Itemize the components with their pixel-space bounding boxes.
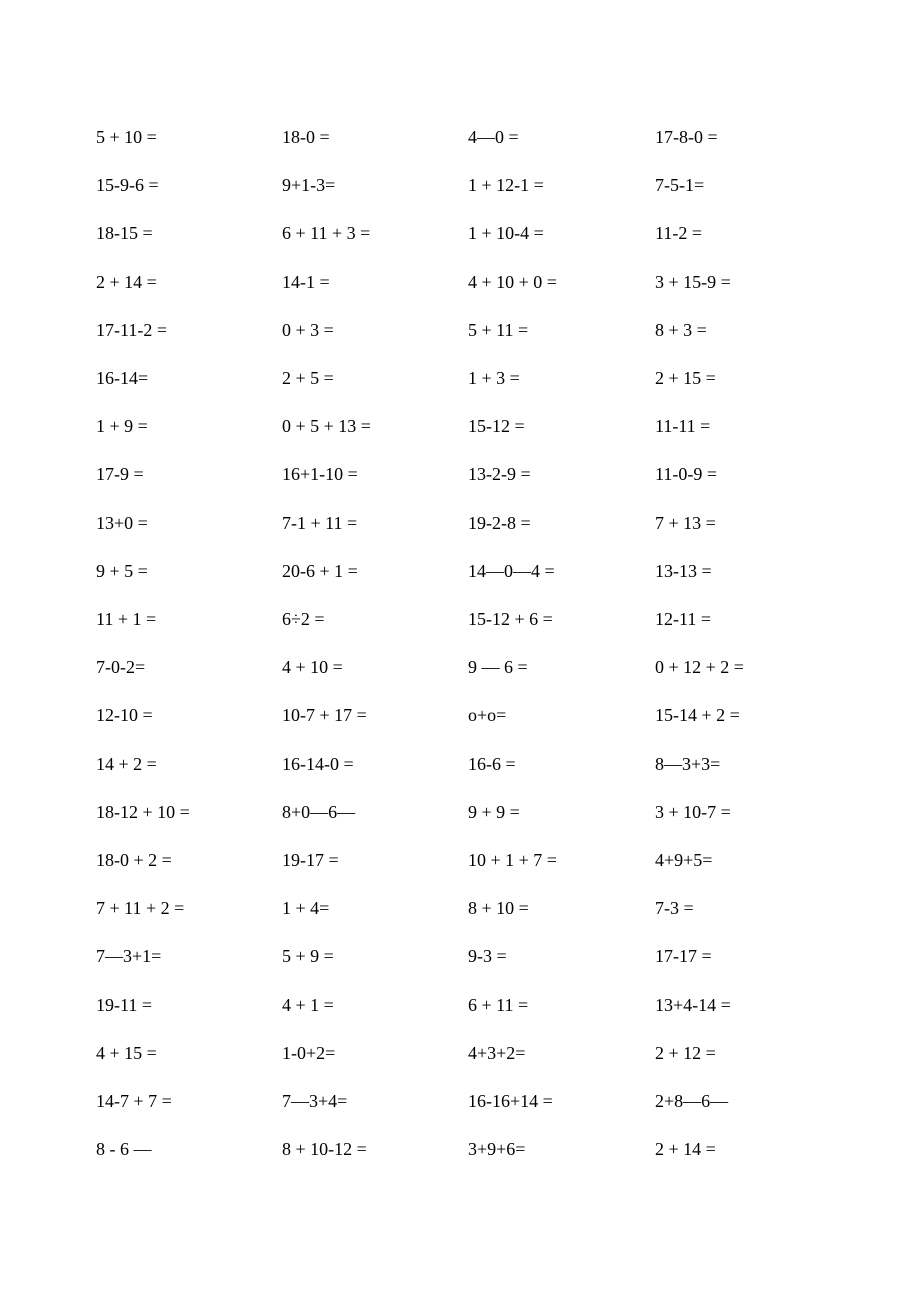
math-problem: 15-12 + 6 = [468,609,553,629]
math-problem: 14 + 2 = [96,753,157,774]
math-problem: 9 + 9 = [468,801,520,822]
math-problem: 9+1-3= [282,175,336,196]
math-problem: 5 + 9 = [282,946,334,967]
math-problem: 15-14 + 2 = [655,705,740,726]
math-problem: 7-5-1= [655,175,705,196]
math-problem: 13-13 = [655,560,712,581]
math-problem: 16-14= [96,368,149,388]
math-problem: 15-12 = [468,416,525,437]
math-problem: 18-12 + 10 = [96,801,190,822]
problem-row [0,1038,920,1068]
math-problem: 0 + 5 + 13 = [282,416,371,437]
math-problem: 11-2 = [655,223,702,244]
math-problem: 2 + 5 = [282,368,334,388]
math-problem: o+o= [468,705,507,726]
math-problem: 13-2-9 = [468,464,531,485]
math-problem: 16-14-0 = [282,753,354,774]
problem-row [0,315,920,345]
problem-row [0,556,920,586]
math-problem: 16+1-10 = [282,464,358,485]
math-problem: 14-7 + 7 = [96,1091,172,1111]
math-problem: 11 + 1 = [96,609,157,629]
math-problem: 2 + 12 = [655,1042,716,1063]
math-problem: 16-6 = [468,753,516,774]
problem-row [0,941,920,971]
problem-row [0,363,920,393]
problem-row [0,1134,920,1164]
problem-row [0,700,920,730]
math-problem: 17-9 = [96,464,144,485]
math-problem: 18-0 = [282,127,330,147]
math-problem: 10-7 + 17 = [282,705,367,726]
problem-row [0,604,920,634]
problem-row [0,267,920,297]
math-problem: 8 + 10-12 = [282,1139,367,1160]
math-problem: 3+9+6= [468,1139,526,1160]
math-problem: 7 + 11 + 2 = [96,898,185,919]
math-problem: 11-0-9 = [655,464,717,485]
problem-row [0,990,920,1020]
math-problem: 15-9-6 = [96,175,159,196]
math-problem: 18-0 + 2 = [96,850,172,870]
math-problem: 7-0-2= [96,657,146,678]
math-problem: 19-11 = [96,994,152,1015]
math-problem: 13+4-14 = [655,994,731,1015]
math-problem: 4 + 15 = [96,1042,157,1063]
math-problem: 0 + 12 + 2 = [655,657,744,678]
math-problem: 4+9+5= [655,850,713,870]
math-problem: 17-11-2 = [96,319,167,340]
math-problem: 5 + 11 = [468,319,529,340]
math-problem: 2 + 14 = [96,271,157,292]
problem-row [0,652,920,682]
math-problem: 1 + 12-1 = [468,175,544,196]
math-problem: 19-17 = [282,850,339,870]
math-problem: 7—3+4= [282,1091,348,1111]
math-problem: 3 + 10-7 = [655,801,731,822]
math-problem: 7-3 = [655,898,694,919]
math-problem: 9 — 6 = [468,657,528,678]
math-problem: 8 - 6 — [96,1139,152,1160]
math-problem: 11-11 = [655,416,711,437]
problem-row [0,749,920,779]
problem-row [0,411,920,441]
problem-row [0,893,920,923]
math-problem: 12-11 = [655,609,711,629]
math-problem: 4 + 10 = [282,657,343,678]
math-problem: 8 + 3 = [655,319,707,340]
problem-row [0,218,920,248]
problem-row [0,459,920,489]
math-problem: 14-1 = [282,271,330,292]
math-problem: 8+0—6— [282,801,356,822]
math-problem: 7—3+1= [96,946,162,967]
math-problem: 0 + 3 = [282,319,334,340]
math-problem: 4—0 = [468,127,519,147]
math-problem: 20-6 + 1 = [282,560,358,581]
math-problem: 9 + 5 = [96,560,148,581]
math-problem: 2 + 15 = [655,368,716,388]
math-problem: 6÷2 = [282,609,325,629]
math-problem: 4 + 1 = [282,994,334,1015]
math-problem: 1 + 10-4 = [468,223,544,244]
math-problem: 7-1 + 11 = [282,512,358,533]
math-problem: 1-0+2= [282,1042,336,1063]
math-problem: 1 + 4= [282,898,330,919]
math-problem: 18-15 = [96,223,153,244]
problem-row [0,797,920,827]
math-problem: 7 + 13 = [655,512,716,533]
math-problem: 4+3+2= [468,1042,526,1063]
math-problem: 19-2-8 = [468,512,531,533]
math-problem: 17-17 = [655,946,712,967]
math-problem: 2 + 14 = [655,1139,716,1160]
math-problem: 3 + 15-9 = [655,271,731,292]
math-problem: 6 + 11 + 3 = [282,223,371,244]
math-problem: 14—0—4 = [468,560,555,581]
math-problem: 8 + 10 = [468,898,529,919]
math-problem: 6 + 11 = [468,994,529,1015]
math-problem: 1 + 9 = [96,416,148,437]
math-problem: 13+0 = [96,512,148,533]
problem-row [0,845,920,875]
math-problem: 16-16+14 = [468,1091,553,1111]
math-problem: 17-8-0 = [655,127,718,147]
problem-row [0,1086,920,1116]
math-problem: 12-10 = [96,705,153,726]
problem-row [0,122,920,152]
problem-row [0,170,920,200]
math-problem: 9-3 = [468,946,507,967]
math-problem: 2+8—6— [655,1091,729,1111]
math-problem: 8—3+3= [655,753,721,774]
math-problem: 4 + 10 + 0 = [468,271,557,292]
math-problem: 5 + 10 = [96,127,157,147]
math-problem: 1 + 3 = [468,368,520,388]
problem-row [0,508,920,538]
math-problem: 10 + 1 + 7 = [468,850,557,870]
